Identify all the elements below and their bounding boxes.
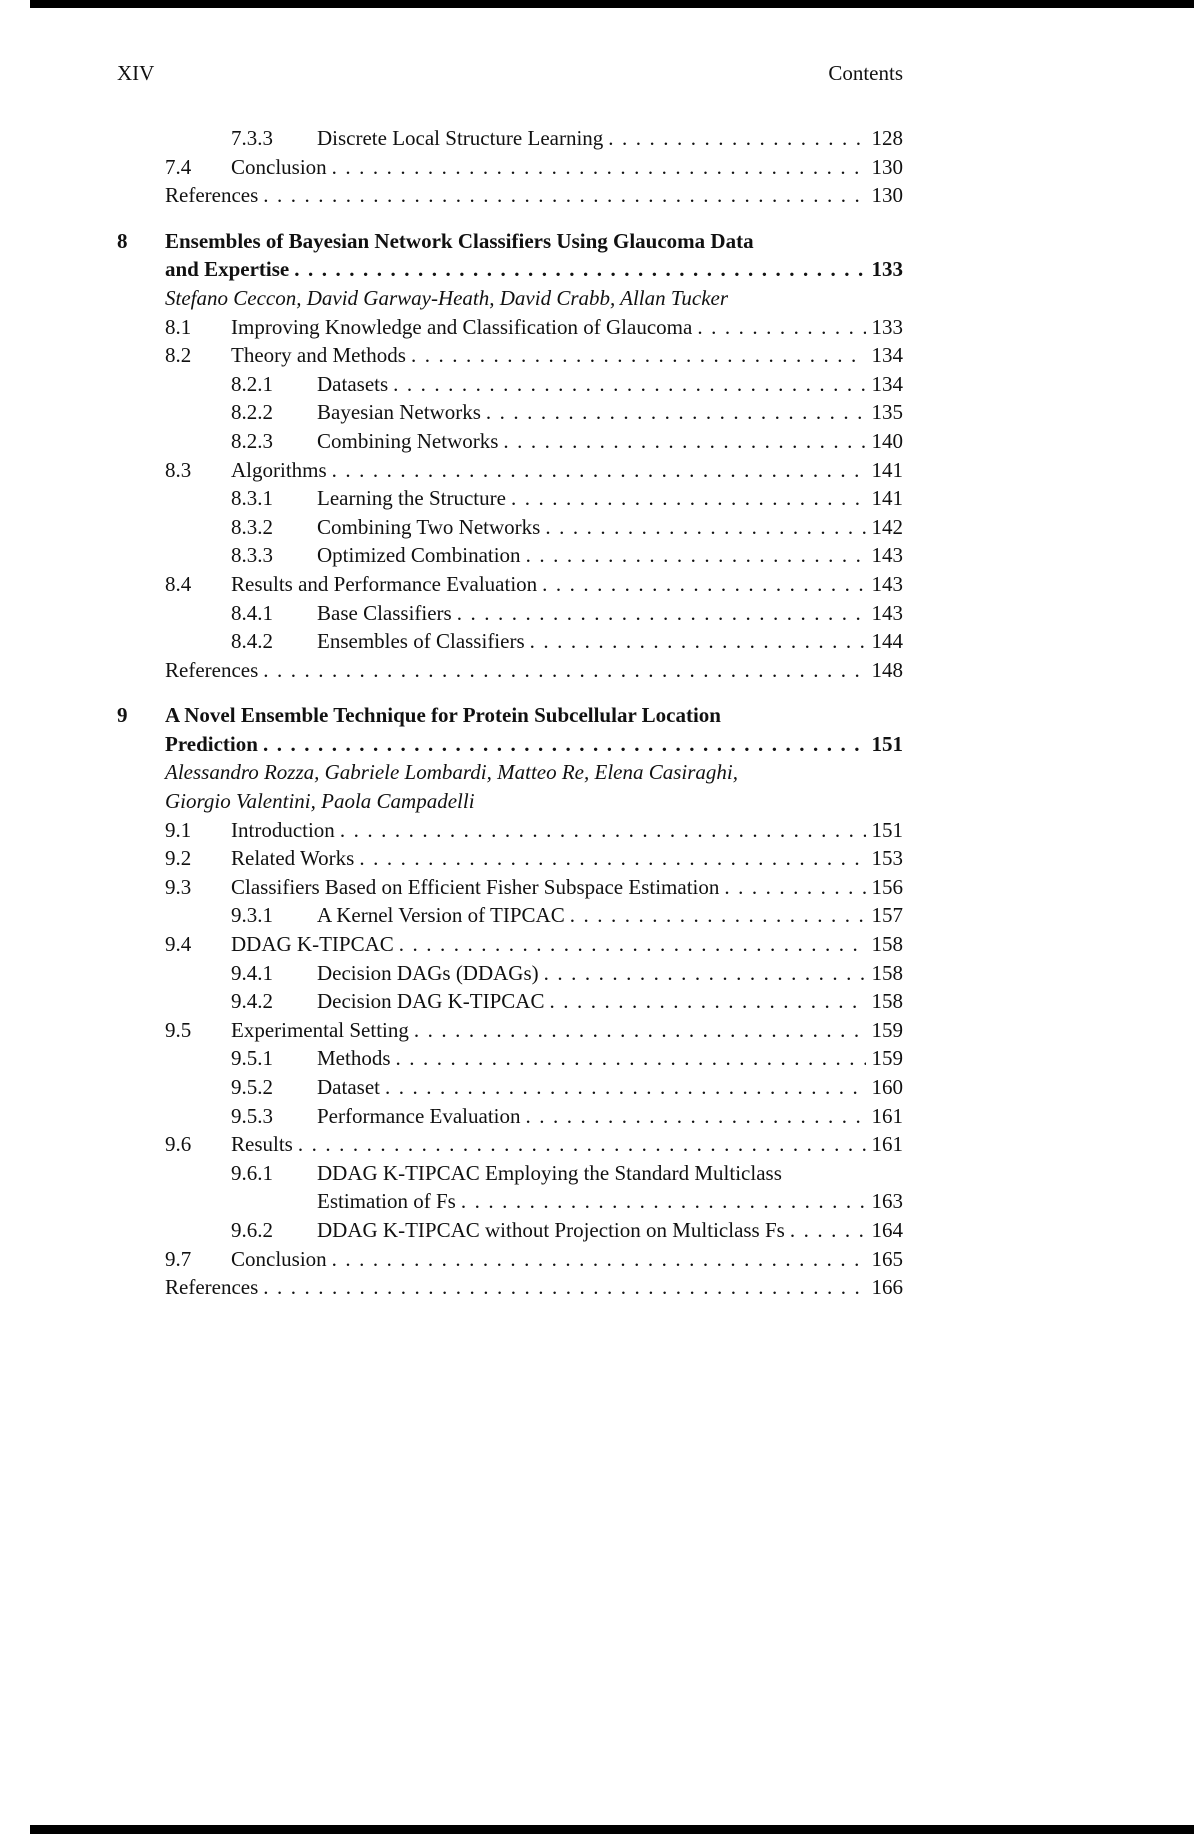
toc-entry-9.3 — [117, 873, 903, 902]
toc-entry-title: Improving Knowledge and Classification of Glaucoma — [231, 314, 693, 339]
dot-leader — [697, 313, 865, 342]
dot-leader — [526, 1102, 866, 1131]
toc-entry-title: Performance Evaluation — [317, 1103, 521, 1128]
toc-entry-title: Discrete Local Structure Learning — [317, 126, 604, 150]
toc-entry-number: 8.2.1 — [231, 371, 273, 396]
toc-entry-page: 133 — [871, 257, 903, 282]
toc-entry-page: 151 — [871, 731, 903, 756]
toc-entry-8.3.2 — [117, 513, 903, 542]
toc-entry-line — [231, 341, 903, 370]
toc-entry-number: 8.2 — [165, 343, 192, 368]
toc-entry-title: Ensembles of Bayesian Network Classifiers Using Glaucoma Data — [165, 228, 754, 253]
running-title: Contents — [828, 61, 903, 85]
toc-entry-number: 9.5.2 — [231, 1075, 273, 1099]
toc-entry-8 — [117, 227, 903, 284]
toc-entry-page: 140 — [871, 428, 903, 453]
dot-leader — [263, 181, 865, 210]
dot-leader — [486, 398, 866, 427]
toc-entry-line — [231, 1016, 903, 1045]
toc-entry-title: Methods — [317, 1046, 391, 1071]
toc-entry-number: 8.3.1 — [231, 486, 273, 511]
toc-entry-page: 143 — [871, 543, 903, 568]
toc-entry-title: DDAG K-TIPCAC Employing the Standard Multiclass — [317, 1160, 782, 1185]
toc-entry-line — [231, 570, 903, 599]
toc-entry-number: 8.2.3 — [231, 428, 273, 453]
toc-entry-page: 143 — [871, 600, 903, 625]
dot-leader — [385, 1073, 866, 1102]
toc-entry-title: Conclusion — [231, 1246, 327, 1271]
toc-entry-page: 134 — [871, 371, 903, 396]
dot-leader — [332, 153, 866, 182]
toc-entry-line — [317, 541, 903, 570]
toc-entry-line — [317, 513, 903, 542]
toc-entry-page: 130 — [871, 183, 903, 208]
toc-entry-line — [317, 1044, 903, 1073]
toc-entry-line — [231, 1245, 903, 1274]
toc-entry-9.5.3 — [117, 1102, 903, 1131]
toc-entry-line — [231, 456, 903, 485]
toc-entry-number: 8.3.3 — [231, 543, 273, 568]
toc-entry-references — [117, 181, 903, 210]
toc-entry-title: Optimized Combination — [317, 543, 521, 568]
toc-entry-number: 9.4 — [165, 932, 192, 957]
toc-entry-page: 159 — [871, 1046, 903, 1071]
page-header — [117, 60, 903, 86]
toc-entry-8.2.1 — [117, 370, 903, 399]
toc-entry-number: 9.5.1 — [231, 1046, 273, 1071]
dot-leader — [414, 1016, 866, 1045]
toc-entry-line — [317, 398, 903, 427]
toc-entry-title: DDAG K-TIPCAC without Projection on Multiclass Fs — [317, 1217, 785, 1242]
toc-entry-9.4.2 — [117, 987, 903, 1016]
toc-entry-number: 8 — [117, 228, 128, 253]
toc-entry-references — [117, 1273, 903, 1302]
toc-entry-line — [317, 1216, 903, 1245]
dot-leader — [359, 844, 865, 873]
dot-leader — [332, 456, 866, 485]
toc-entry-line — [317, 959, 903, 988]
toc-entry-page: 156 — [871, 874, 903, 899]
toc-entry-title: Related Works — [231, 846, 355, 871]
toc-entry-line — [165, 181, 903, 210]
toc-entry-title: Classifiers Based on Efficient Fisher Subspace Estimation — [231, 874, 720, 899]
toc-entry-number: 9.4.2 — [231, 989, 273, 1014]
toc-entry-8.3.1 — [117, 484, 903, 513]
toc-entry-number: 8.4.1 — [231, 600, 273, 625]
toc-entry-9.2 — [117, 844, 903, 873]
toc-entry-title: Experimental Setting — [231, 1017, 409, 1042]
dot-leader — [263, 1273, 865, 1302]
toc-entry-number: 9.3 — [165, 874, 192, 899]
toc-entry-7.4 — [117, 153, 903, 182]
toc-entry-authors: Giorgio Valentini, Paola Campadelli — [165, 789, 475, 814]
toc-entry-title: Bayesian Networks — [317, 400, 481, 425]
toc-entry-number: 9.7 — [165, 1246, 192, 1271]
toc-entry-line — [165, 656, 903, 685]
toc-entry-line — [317, 484, 903, 513]
toc-entry-8.2.3 — [117, 427, 903, 456]
toc-entry-line — [317, 370, 903, 399]
toc-entry-page: 166 — [871, 1275, 903, 1300]
toc-entry-title: Theory and Methods — [231, 343, 406, 368]
page-edge-bottom — [30, 1825, 1194, 1834]
toc-entry-number: 9.5 — [165, 1017, 192, 1042]
toc-entry-line — [317, 1187, 903, 1216]
dot-leader — [542, 570, 865, 599]
toc-entry-number: 8.4.2 — [231, 629, 273, 654]
toc-entry-line — [317, 124, 903, 153]
toc-entry-9.1 — [117, 816, 903, 845]
dot-leader — [549, 987, 865, 1016]
toc-entry-page: 158 — [871, 960, 903, 985]
toc-entry-8.2.2 — [117, 398, 903, 427]
toc-entry-number: 9.4.1 — [231, 960, 273, 985]
toc-entry-9 — [117, 701, 903, 758]
toc-entry-title: Results and Performance Evaluation — [231, 571, 538, 596]
toc-entry-page: 134 — [871, 343, 903, 368]
toc-entry-line — [231, 873, 903, 902]
toc-entry-page: 135 — [871, 400, 903, 425]
toc-entry-line — [231, 816, 903, 845]
table-of-contents — [117, 124, 903, 1302]
toc-entry-page: 164 — [871, 1217, 903, 1242]
toc-entry-title: Estimation of Fs — [317, 1189, 456, 1214]
toc-entry-title: Learning the Structure — [317, 486, 506, 511]
toc-entry-line — [317, 901, 903, 930]
dot-leader — [503, 427, 865, 456]
toc-entry-page: 160 — [871, 1075, 903, 1099]
toc-entry-title: DDAG K-TIPCAC — [231, 932, 394, 957]
dot-leader — [608, 124, 865, 153]
toc-entry-page: 144 — [871, 629, 903, 654]
toc-entry-title: Combining Two Networks — [317, 514, 541, 539]
toc-entry-page: 158 — [871, 932, 903, 957]
toc-entry-9.6.1 — [117, 1159, 903, 1216]
page-edge-top — [30, 0, 1194, 8]
toc-entry-title: Datasets — [317, 371, 389, 396]
toc-entry-alessandro-rozza-gabriele-lombardi-matteo-re-elena-casiraghi — [117, 758, 903, 815]
toc-entry-title: and Expertise — [165, 257, 290, 282]
toc-entry-page: 143 — [871, 571, 903, 596]
toc-entry-title: Results — [231, 1132, 293, 1157]
toc-entry-authors: Stefano Ceccon, David Garway-Heath, David Crabb, Allan Tucker — [165, 285, 729, 310]
toc-entry-title: Algorithms — [231, 457, 327, 482]
toc-entry-8.3.3 — [117, 541, 903, 570]
toc-entry-page: 141 — [871, 486, 903, 511]
toc-entry-references — [117, 656, 903, 685]
page-number-label: XIV — [117, 61, 155, 85]
toc-entry-number: 9.2 — [165, 846, 192, 871]
toc-entry-9.5.1 — [117, 1044, 903, 1073]
toc-entry-number: 9.3.1 — [231, 903, 273, 928]
dot-leader — [526, 541, 866, 570]
toc-entry-line — [165, 1273, 903, 1302]
toc-entry-number: 9 — [117, 703, 128, 728]
toc-entry-page: 163 — [871, 1189, 903, 1214]
toc-entry-title: A Kernel Version of TIPCAC — [317, 903, 565, 928]
toc-entry-line — [317, 1102, 903, 1131]
toc-entry-line — [317, 987, 903, 1016]
toc-entry-line — [317, 627, 903, 656]
toc-entry-page: 157 — [871, 903, 903, 928]
toc-entry-title: Decision DAGs (DDAGs) — [317, 960, 539, 985]
toc-entry-page: 133 — [871, 314, 903, 339]
dot-leader — [399, 930, 866, 959]
toc-entry-9.7 — [117, 1245, 903, 1274]
dot-leader — [298, 1130, 866, 1159]
dot-leader — [263, 730, 866, 759]
toc-entry-title: Introduction — [231, 817, 335, 842]
toc-entry-title: References — [165, 657, 259, 682]
toc-entry-9.6.2 — [117, 1216, 903, 1245]
dot-leader — [393, 370, 865, 399]
dot-leader — [294, 255, 865, 284]
toc-entry-9.4.1 — [117, 959, 903, 988]
toc-entry-title: Dataset — [317, 1075, 380, 1099]
dot-leader — [570, 901, 866, 930]
toc-entry-authors: Alessandro Rozza, Gabriele Lombardi, Matteo Re, Elena Casiraghi, — [165, 760, 738, 785]
toc-entry-9.5 — [117, 1016, 903, 1045]
toc-entry-line — [231, 930, 903, 959]
toc-entry-number: 7.3.3 — [231, 126, 273, 150]
toc-entry-title: Conclusion — [231, 154, 327, 179]
toc-entry-line — [165, 255, 903, 284]
toc-entry-page: 161 — [871, 1132, 903, 1157]
toc-entry-line — [231, 153, 903, 182]
toc-entry-number: 8.3.2 — [231, 514, 273, 539]
dot-leader — [790, 1216, 866, 1245]
toc-entry-title: References — [165, 1275, 259, 1300]
toc-entry-number: 7.4 — [165, 154, 192, 179]
toc-entry-stefano-ceccon-david-garway-heath-david-crabb-allan-tucker — [117, 284, 903, 313]
dot-leader — [340, 816, 866, 845]
toc-entry-page: 128 — [871, 126, 903, 150]
toc-entry-title: A Novel Ensemble Technique for Protein Subcellular Location — [165, 703, 721, 728]
toc-entry-8.4 — [117, 570, 903, 599]
dot-leader — [332, 1245, 866, 1274]
dot-leader — [396, 1044, 866, 1073]
toc-entry-8.2 — [117, 341, 903, 370]
toc-entry-8.1 — [117, 313, 903, 342]
dot-leader — [724, 873, 865, 902]
dot-leader — [411, 341, 866, 370]
toc-entry-title: Decision DAG K-TIPCAC — [317, 989, 545, 1014]
toc-entry-line — [231, 1130, 903, 1159]
toc-entry-title: Combining Networks — [317, 428, 499, 453]
toc-entry-page: 165 — [871, 1246, 903, 1271]
dot-leader — [263, 656, 865, 685]
toc-entry-8.3 — [117, 456, 903, 485]
toc-entry-title: References — [165, 183, 259, 208]
toc-entry-page: 142 — [871, 514, 903, 539]
toc-entry-number: 9.6.1 — [231, 1160, 273, 1185]
toc-entry-9.4 — [117, 930, 903, 959]
toc-entry-line — [165, 730, 903, 759]
toc-entry-number: 9.5.3 — [231, 1103, 273, 1128]
dot-leader — [544, 959, 866, 988]
toc-entry-number: 8.4 — [165, 571, 192, 596]
toc-entry-line — [317, 599, 903, 628]
toc-entry-9.5.2 — [117, 1073, 903, 1102]
dot-leader — [461, 1187, 866, 1216]
toc-entry-number: 8.1 — [165, 314, 192, 339]
dot-leader — [457, 599, 866, 628]
dot-leader — [511, 484, 866, 513]
toc-entry-8.4.1 — [117, 599, 903, 628]
toc-entry-9.3.1 — [117, 901, 903, 930]
toc-entry-number: 8.3 — [165, 457, 192, 482]
toc-entry-8.4.2 — [117, 627, 903, 656]
toc-entry-line — [231, 844, 903, 873]
toc-entry-page: 151 — [871, 817, 903, 842]
toc-entry-page: 159 — [871, 1017, 903, 1042]
toc-entry-page: 158 — [871, 989, 903, 1014]
toc-entry-page: 148 — [871, 657, 903, 682]
toc-entry-line — [317, 1073, 903, 1102]
toc-entry-number: 9.6 — [165, 1132, 192, 1157]
toc-entry-number: 9.6.2 — [231, 1217, 273, 1242]
toc-entry-page: 153 — [871, 846, 903, 871]
dot-leader — [530, 627, 866, 656]
toc-entry-7.3.3 — [117, 124, 903, 153]
toc-entry-title: Base Classifiers — [317, 600, 452, 625]
toc-entry-title: Ensembles of Classifiers — [317, 629, 525, 654]
toc-entry-9.6 — [117, 1130, 903, 1159]
toc-entry-line — [231, 313, 903, 342]
toc-entry-number: 9.1 — [165, 817, 192, 842]
dot-leader — [545, 513, 865, 542]
toc-entry-title: Prediction — [165, 731, 258, 756]
toc-entry-page: 161 — [871, 1103, 903, 1128]
toc-entry-page: 141 — [871, 457, 903, 482]
toc-entry-number: 8.2.2 — [231, 400, 273, 425]
toc-entry-line — [317, 427, 903, 456]
toc-entry-page: 130 — [871, 154, 903, 179]
